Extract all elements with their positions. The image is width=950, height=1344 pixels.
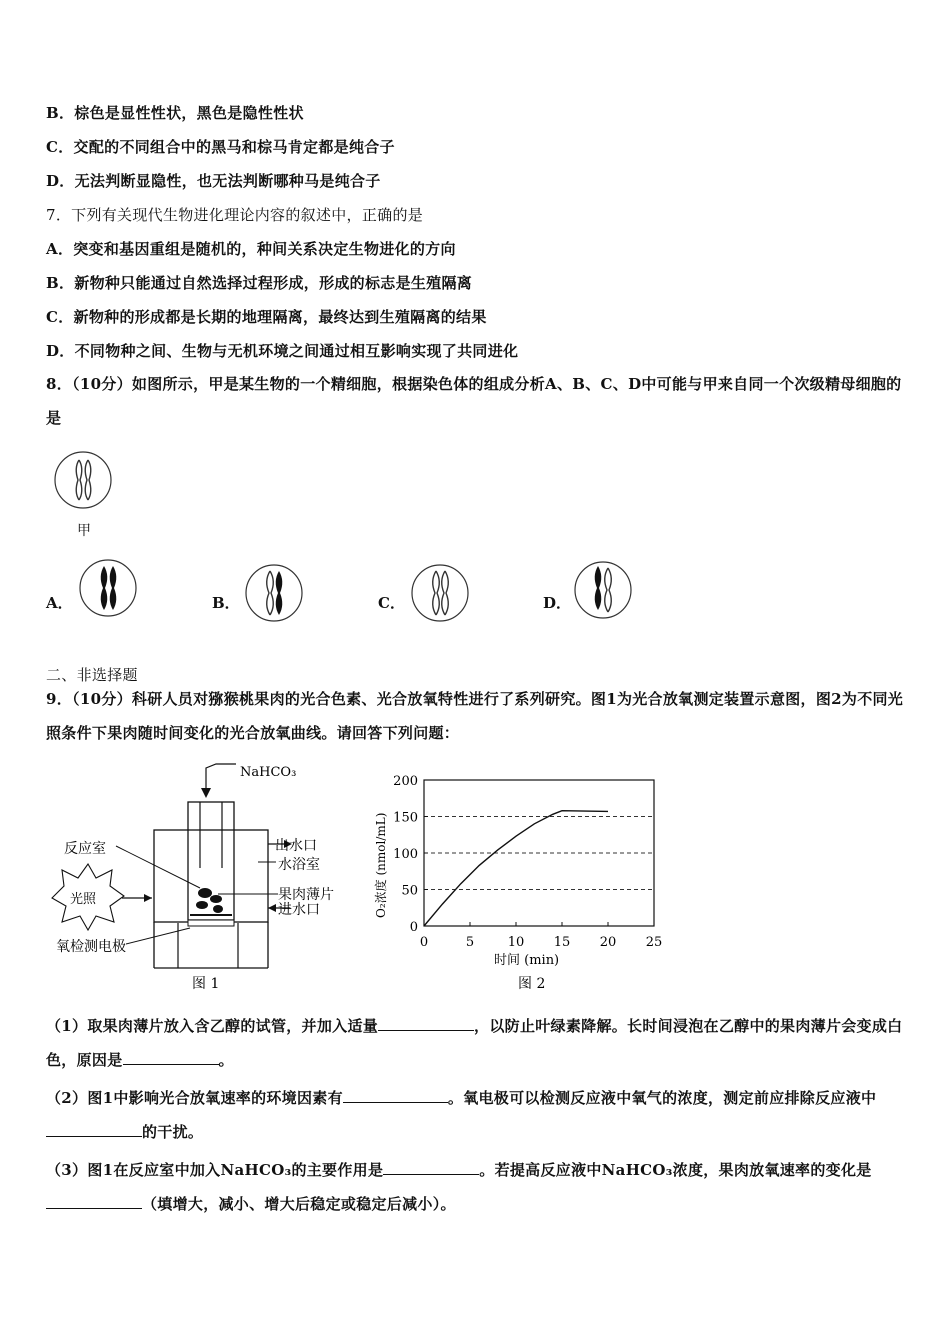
q9-p1-text-a: （1）取果肉薄片放入含乙醇的试管，并加入适量 <box>46 1017 379 1035</box>
cell-option-c <box>410 563 470 623</box>
fig1-reaction-chamber-label: 反应室 <box>64 841 106 857</box>
chart-x-tick-label: 0 <box>419 935 429 950</box>
chart-y-tick-label: 150 <box>393 810 418 826</box>
q9-p2-text-a: （2）图1中影响光合放氧速率的环境因素有 <box>46 1089 343 1107</box>
q9-p3-blank-2[interactable] <box>46 1194 142 1209</box>
q8-option-a-label: A． <box>46 594 73 612</box>
q9-stem: 9．（10分）科研人员对猕猴桃果肉的光合色素、光合放氧特性进行了系列研究。图1为光合放氧测定装置示意图，图2为不同光照条件下果肉随时间变化的光合放氧曲线。请回答下列问题： <box>46 690 904 742</box>
q7-option-a: A．突变和基因重组是随机的，种间关系决定生物进化的方向 <box>46 240 456 258</box>
fig1-inlet-label: 进水口 <box>278 902 320 918</box>
q9-part-3 <box>46 1153 908 1221</box>
q9-p2-blank-1[interactable] <box>343 1088 448 1103</box>
fig1-light-label: 光照 <box>70 892 97 907</box>
chart-x-axis-label: 时间 (min) <box>494 953 560 968</box>
q6-option-b: B．棕色是显性性状，黑色是隐性性状 <box>46 104 304 122</box>
q6-option-d: D．无法判断显隐性，也无法判断哪种马是纯合子 <box>46 172 381 190</box>
chart-x-tick-label: 20 <box>599 935 617 950</box>
fig1-nahco3-label: NaHCO₃ <box>240 765 297 780</box>
q9-part-1 <box>46 1009 908 1077</box>
q8-option-b-label: B． <box>212 594 240 612</box>
cell-option-b <box>244 563 304 623</box>
cell-jia-label: 甲 <box>77 523 91 539</box>
q9-p1-blank-2[interactable] <box>123 1050 219 1065</box>
cell-option-d <box>573 560 633 620</box>
chart-x-tick-label: 25 <box>645 935 663 950</box>
chart-y-tick-label: 200 <box>393 774 418 789</box>
figure-2-chart <box>368 766 668 996</box>
fig1-caption: 图 1 <box>192 976 220 992</box>
section-heading: 二、非选择题 <box>46 666 138 684</box>
chart-x-tick-label: 5 <box>465 935 475 950</box>
fig1-slices-label: 果肉薄片 <box>278 887 334 903</box>
q7-option-c: C．新物种的形成都是长期的地理隔离，最终达到生殖隔离的结果 <box>46 308 487 326</box>
q9-p3-text-c: （填增大，减小、增大后稳定或稳定后减小）。 <box>142 1195 456 1213</box>
chart-y-tick-label: 50 <box>401 883 418 899</box>
chart-series-line <box>424 811 608 926</box>
fig1-electrode-label: 氧检测电极 <box>56 939 126 955</box>
q9-p1-text-b: ，以防止叶绿素降解。长时间浸泡在乙醇中的果肉薄片会变成白色，原因是 <box>46 1017 903 1069</box>
q8-option-d-label: D． <box>543 594 572 612</box>
fig1-water-bath-label: 水浴室 <box>278 857 320 873</box>
q9-p3-text-b: 。若提高反应液中NaHCO₃浓度，果肉放氧速率的变化是 <box>479 1161 872 1179</box>
q9-p2-text-b: 。氧电极可以检测反应液中氧气的浓度，测定前应排除反应液中 <box>447 1089 877 1107</box>
q9-p2-blank-2[interactable] <box>46 1122 142 1137</box>
q9-p1-blank-1[interactable] <box>378 1016 474 1031</box>
q9-p1-text-c: 。 <box>218 1051 234 1069</box>
fig1-outlet-label: 出水口 <box>275 838 317 854</box>
q9-p3-blank-1[interactable] <box>383 1160 479 1175</box>
q7-stem: 7．下列有关现代生物进化理论内容的叙述中，正确的是 <box>46 206 424 224</box>
chart-y-axis-label: O₂浓度 (nmol/mL) <box>374 812 388 918</box>
chart-y-tick-label: 100 <box>393 847 418 862</box>
cell-option-a <box>78 558 138 618</box>
q9-p2-text-c: 的干扰。 <box>142 1123 204 1141</box>
q7-option-d: D．不同物种之间、生物与无机环境之间通过相互影响实现了共同进化 <box>46 342 519 360</box>
q8-option-c-label: C． <box>378 594 405 612</box>
figure-1-apparatus <box>40 758 360 998</box>
q9-p3-text-a: （3）图1在反应室中加入NaHCO₃的主要作用是 <box>46 1161 384 1179</box>
fig2-caption: 图 2 <box>518 976 546 992</box>
q6-option-c: C．交配的不同组合中的黑马和棕马肯定都是纯合子 <box>46 138 395 156</box>
chart-x-tick-label: 10 <box>507 935 525 950</box>
q9-part-2 <box>46 1081 908 1149</box>
q8-stem: 8．（10分）如图所示，甲是某生物的一个精细胞，根据染色体的组成分析A、B、C、D中可能与甲来自同一个次级精母细胞的是 <box>46 375 902 427</box>
chart-x-tick-label: 15 <box>553 935 571 950</box>
cell-jia <box>53 450 113 510</box>
chart-y-tick-label: 0 <box>409 920 418 935</box>
q7-option-b: B．新物种只能通过自然选择过程形成，形成的标志是生殖隔离 <box>46 274 473 292</box>
